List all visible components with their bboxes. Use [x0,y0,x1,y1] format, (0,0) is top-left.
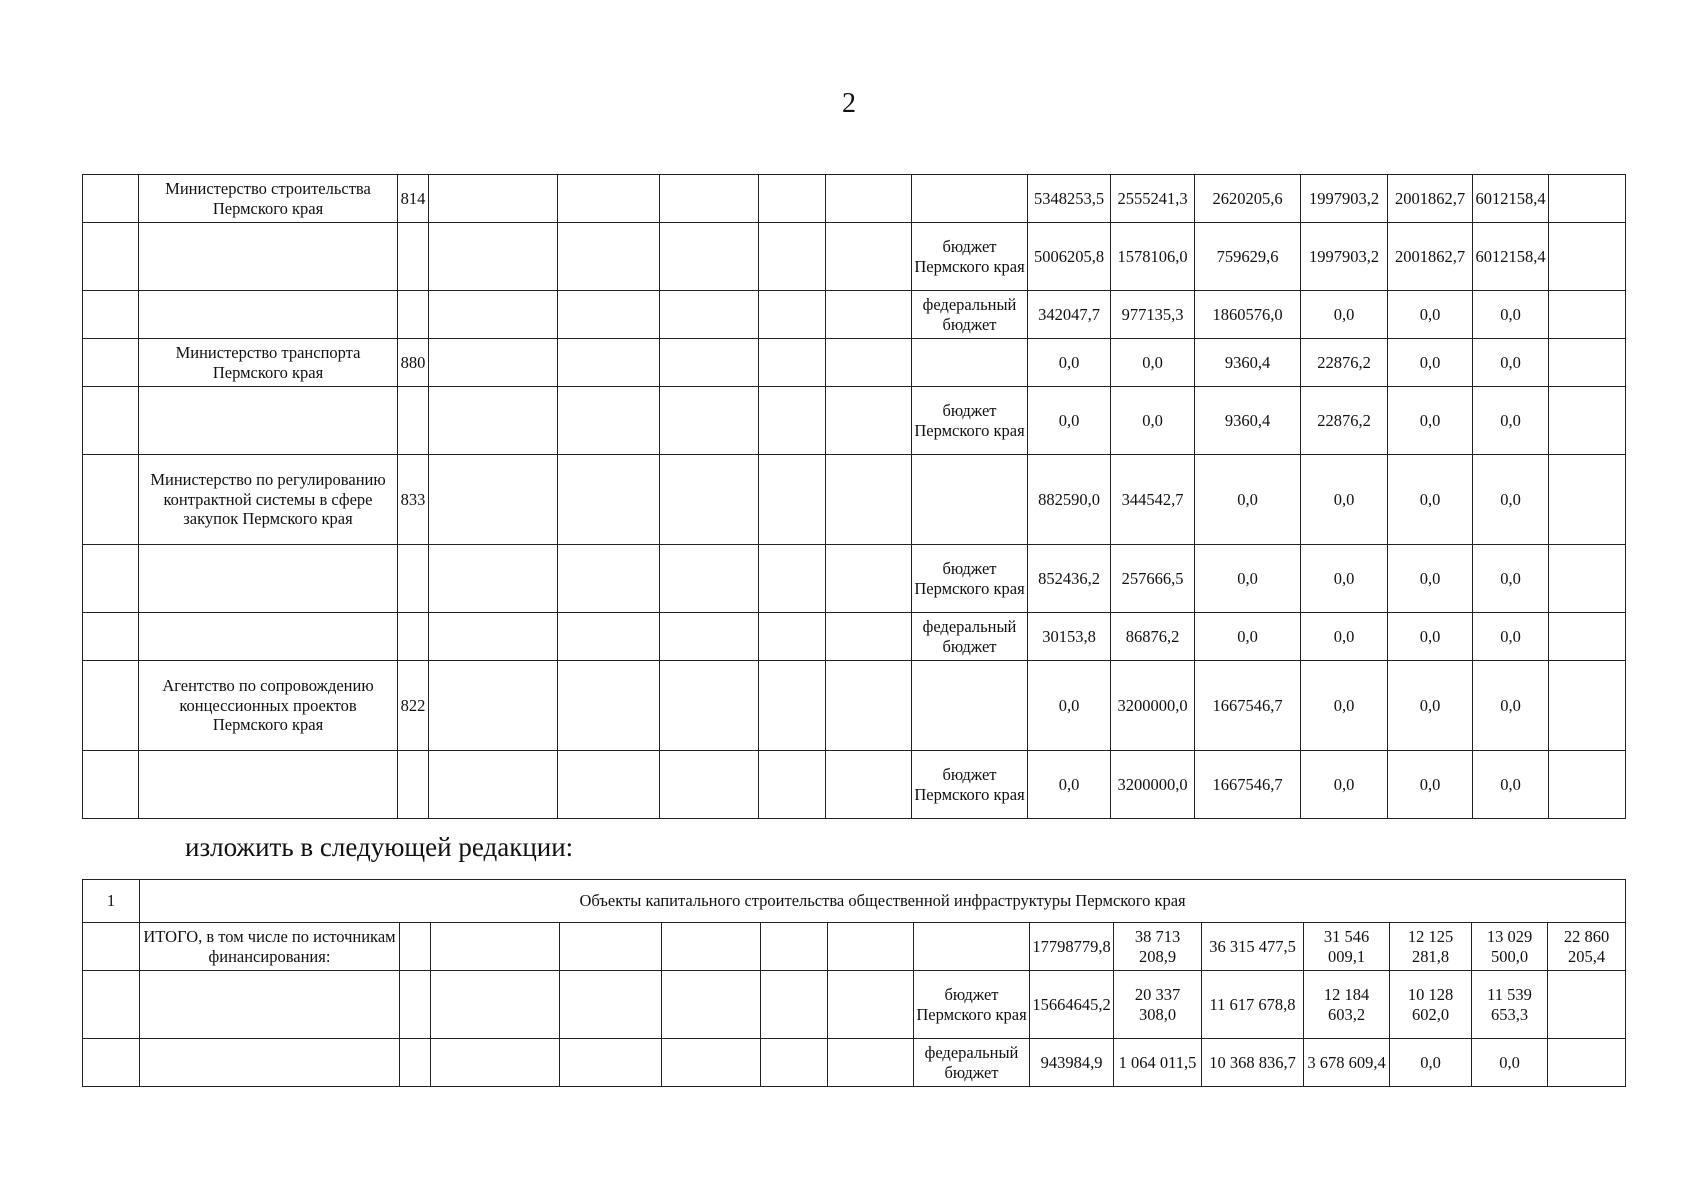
value-cell: 1 064 011,5 [1114,1039,1202,1087]
value-cell: 0,0 [1473,291,1549,339]
empty-cell [558,223,660,291]
empty-cell [558,387,660,455]
funding-source-cell: бюджет Пермского края [912,223,1028,291]
empty-cell [560,1039,662,1087]
empty-cell [558,455,660,545]
empty-cell [759,175,826,223]
value-cell: 0,0 [1388,751,1473,819]
value-cell: 0,0 [1473,751,1549,819]
code-cell: 833 [398,455,429,545]
value-cell: 0,0 [1388,291,1473,339]
table-row [83,545,1626,613]
empty-cell [759,387,826,455]
row-number-cell [83,291,139,339]
code-cell [398,387,429,455]
value-cell: 5006205,8 [1028,223,1111,291]
value-cell [1549,339,1626,387]
code-cell: 880 [398,339,429,387]
value-cell: 2001862,7 [1388,223,1473,291]
row-name-cell: Министерство по регулированию контрактной системы в сфере закупок Пермского края [139,455,398,545]
table-row [83,613,1626,661]
value-cell: 22 860 205,4 [1548,923,1626,971]
value-cell: 0,0 [1301,545,1388,613]
empty-cell [826,661,912,751]
value-cell: 344542,7 [1111,455,1195,545]
empty-cell [558,339,660,387]
value-cell: 0,0 [1301,291,1388,339]
value-cell: 0,0 [1195,455,1301,545]
empty-cell [558,545,660,613]
value-cell: 5348253,5 [1028,175,1111,223]
empty-cell [558,661,660,751]
row-name-cell: Агентство по сопровождению концессионных проектов Пермского края [139,661,398,751]
funding-source-cell [912,339,1028,387]
section-number: 1 [83,880,140,923]
old-table [82,174,1626,819]
row-number-cell [83,751,139,819]
empty-cell [759,291,826,339]
value-cell [1549,175,1626,223]
value-cell: 1997903,2 [1301,175,1388,223]
empty-cell [660,339,759,387]
empty-cell [826,545,912,613]
value-cell: 0,0 [1301,751,1388,819]
row-number-cell [83,175,139,223]
empty-cell [429,387,558,455]
row-name-cell [139,751,398,819]
value-cell: 10 368 836,7 [1202,1039,1304,1087]
value-cell: 6012158,4 [1473,223,1549,291]
empty-cell [662,1039,761,1087]
row-name-cell: ИТОГО, в том числе по источникам финансирования: [140,923,400,971]
value-cell: 11 539 653,3 [1472,971,1548,1039]
value-cell: 257666,5 [1111,545,1195,613]
value-cell: 0,0 [1301,661,1388,751]
empty-cell [759,545,826,613]
value-cell: 36 315 477,5 [1202,923,1304,971]
value-cell: 0,0 [1388,661,1473,751]
funding-source-cell: бюджет Пермского края [912,751,1028,819]
funding-source-cell [914,923,1030,971]
value-cell: 9360,4 [1195,339,1301,387]
value-cell: 0,0 [1388,387,1473,455]
empty-cell [660,661,759,751]
code-cell [398,545,429,613]
value-cell: 759629,6 [1195,223,1301,291]
value-cell: 10 128 602,0 [1390,971,1472,1039]
row-name-cell [140,1039,400,1087]
empty-cell [429,661,558,751]
funding-source-cell [912,175,1028,223]
code-cell [400,1039,431,1087]
value-cell [1549,661,1626,751]
funding-source-cell [912,661,1028,751]
value-cell: 31 546 009,1 [1304,923,1390,971]
value-cell: 2001862,7 [1388,175,1473,223]
table-row [83,751,1626,819]
value-cell: 0,0 [1388,455,1473,545]
table-row [83,923,1626,971]
page-number: 2 [842,88,856,119]
row-number-cell [83,387,139,455]
empty-cell [660,291,759,339]
table-row [83,387,1626,455]
code-cell [398,613,429,661]
value-cell: 38 713 208,9 [1114,923,1202,971]
code-cell [398,223,429,291]
empty-cell [558,175,660,223]
row-number-cell [83,661,139,751]
value-cell: 1860576,0 [1195,291,1301,339]
empty-cell [826,175,912,223]
value-cell: 0,0 [1472,1039,1548,1087]
empty-cell [660,387,759,455]
value-cell: 0,0 [1111,387,1195,455]
value-cell: 11 617 678,8 [1202,971,1304,1039]
value-cell: 0,0 [1028,661,1111,751]
value-cell: 22876,2 [1301,387,1388,455]
value-cell: 0,0 [1028,339,1111,387]
empty-cell [429,223,558,291]
value-cell: 12 184 603,2 [1304,971,1390,1039]
value-cell [1549,223,1626,291]
code-cell [398,291,429,339]
row-name-cell [139,545,398,613]
value-cell [1548,971,1626,1039]
value-cell [1548,1039,1626,1087]
value-cell: 13 029 500,0 [1472,923,1548,971]
value-cell: 2620205,6 [1195,175,1301,223]
funding-source-cell: федеральный бюджет [914,1039,1030,1087]
empty-cell [759,339,826,387]
value-cell: 15664645,2 [1030,971,1114,1039]
value-cell: 0,0 [1195,613,1301,661]
row-name-cell [139,387,398,455]
value-cell: 2555241,3 [1111,175,1195,223]
empty-cell [429,751,558,819]
empty-cell [826,339,912,387]
code-cell [398,751,429,819]
value-cell: 0,0 [1388,339,1473,387]
table-row [83,291,1626,339]
empty-cell [660,613,759,661]
empty-cell [759,751,826,819]
code-cell: 814 [398,175,429,223]
empty-cell [828,971,914,1039]
funding-source-cell [912,455,1028,545]
empty-cell [826,387,912,455]
table-row [83,223,1626,291]
value-cell [1549,613,1626,661]
empty-cell [429,291,558,339]
value-cell: 0,0 [1388,545,1473,613]
row-number-cell [83,923,140,971]
row-number-cell [83,455,139,545]
value-cell: 943984,9 [1030,1039,1114,1087]
new-table [82,879,1626,1087]
value-cell: 852436,2 [1028,545,1111,613]
row-name-cell [139,613,398,661]
empty-cell [826,751,912,819]
value-cell: 1578106,0 [1111,223,1195,291]
empty-cell [660,455,759,545]
funding-source-cell: бюджет Пермского края [914,971,1030,1039]
row-name-cell: Министерство транспорта Пермского края [139,339,398,387]
empty-cell [662,923,761,971]
row-number-cell [83,223,139,291]
value-cell [1549,387,1626,455]
table-row [83,455,1626,545]
value-cell: 6012158,4 [1473,175,1549,223]
value-cell [1549,291,1626,339]
value-cell: 9360,4 [1195,387,1301,455]
empty-cell [429,455,558,545]
empty-cell [826,613,912,661]
table-row [83,175,1626,223]
value-cell [1549,455,1626,545]
empty-cell [761,1039,828,1087]
value-cell: 3200000,0 [1111,751,1195,819]
value-cell: 0,0 [1473,545,1549,613]
value-cell: 0,0 [1028,751,1111,819]
code-cell: 822 [398,661,429,751]
value-cell: 977135,3 [1111,291,1195,339]
value-cell: 0,0 [1473,339,1549,387]
row-name-cell [140,971,400,1039]
empty-cell [759,661,826,751]
code-cell [400,971,431,1039]
empty-cell [761,971,828,1039]
value-cell: 0,0 [1301,455,1388,545]
empty-cell [560,923,662,971]
section-heading: изложить в следующей редакции: [185,832,574,862]
empty-cell [660,223,759,291]
empty-cell [660,175,759,223]
empty-cell [660,545,759,613]
empty-cell [429,175,558,223]
empty-cell [761,923,828,971]
row-name-cell: Министерство строительства Пермского края [139,175,398,223]
value-cell: 1667546,7 [1195,661,1301,751]
value-cell: 0,0 [1473,613,1549,661]
code-cell [400,923,431,971]
value-cell: 0,0 [1390,1039,1472,1087]
empty-cell [558,613,660,661]
value-cell: 0,0 [1301,613,1388,661]
value-cell [1549,751,1626,819]
funding-source-cell: бюджет Пермского края [912,387,1028,455]
row-number-cell [83,1039,140,1087]
value-cell: 3200000,0 [1111,661,1195,751]
value-cell: 86876,2 [1111,613,1195,661]
empty-cell [429,545,558,613]
value-cell: 17798779,8 [1030,923,1114,971]
empty-cell [828,923,914,971]
empty-cell [431,971,560,1039]
value-cell: 0,0 [1195,545,1301,613]
empty-cell [759,223,826,291]
empty-cell [759,613,826,661]
funding-source-cell: федеральный бюджет [912,613,1028,661]
section-title: Объекты капитального строительства общественной инфраструктуры Пермского края [140,880,1626,923]
value-cell: 342047,7 [1028,291,1111,339]
empty-cell [826,223,912,291]
row-number-cell [83,971,140,1039]
empty-cell [826,291,912,339]
value-cell: 0,0 [1473,455,1549,545]
value-cell: 3 678 609,4 [1304,1039,1390,1087]
value-cell: 0,0 [1388,613,1473,661]
empty-cell [431,923,560,971]
empty-cell [826,455,912,545]
empty-cell [558,751,660,819]
empty-cell [828,1039,914,1087]
value-cell: 22876,2 [1301,339,1388,387]
value-cell: 20 337 308,0 [1114,971,1202,1039]
value-cell [1549,545,1626,613]
value-cell: 0,0 [1111,339,1195,387]
empty-cell [560,971,662,1039]
row-number-cell [83,339,139,387]
funding-source-cell: бюджет Пермского края [912,545,1028,613]
value-cell: 0,0 [1028,387,1111,455]
table-row [83,339,1626,387]
value-cell: 1667546,7 [1195,751,1301,819]
row-number-cell [83,613,139,661]
empty-cell [660,751,759,819]
value-cell: 12 125 281,8 [1390,923,1472,971]
row-number-cell [83,545,139,613]
empty-cell [558,291,660,339]
empty-cell [662,971,761,1039]
section-row [83,880,1626,923]
value-cell: 0,0 [1473,661,1549,751]
empty-cell [431,1039,560,1087]
value-cell: 1997903,2 [1301,223,1388,291]
row-name-cell [139,291,398,339]
empty-cell [759,455,826,545]
table-row [83,661,1626,751]
table-row [83,1039,1626,1087]
row-name-cell [139,223,398,291]
value-cell: 30153,8 [1028,613,1111,661]
empty-cell [429,339,558,387]
table-row [83,971,1626,1039]
empty-cell [429,613,558,661]
value-cell: 882590,0 [1028,455,1111,545]
funding-source-cell: федеральный бюджет [912,291,1028,339]
value-cell: 0,0 [1473,387,1549,455]
